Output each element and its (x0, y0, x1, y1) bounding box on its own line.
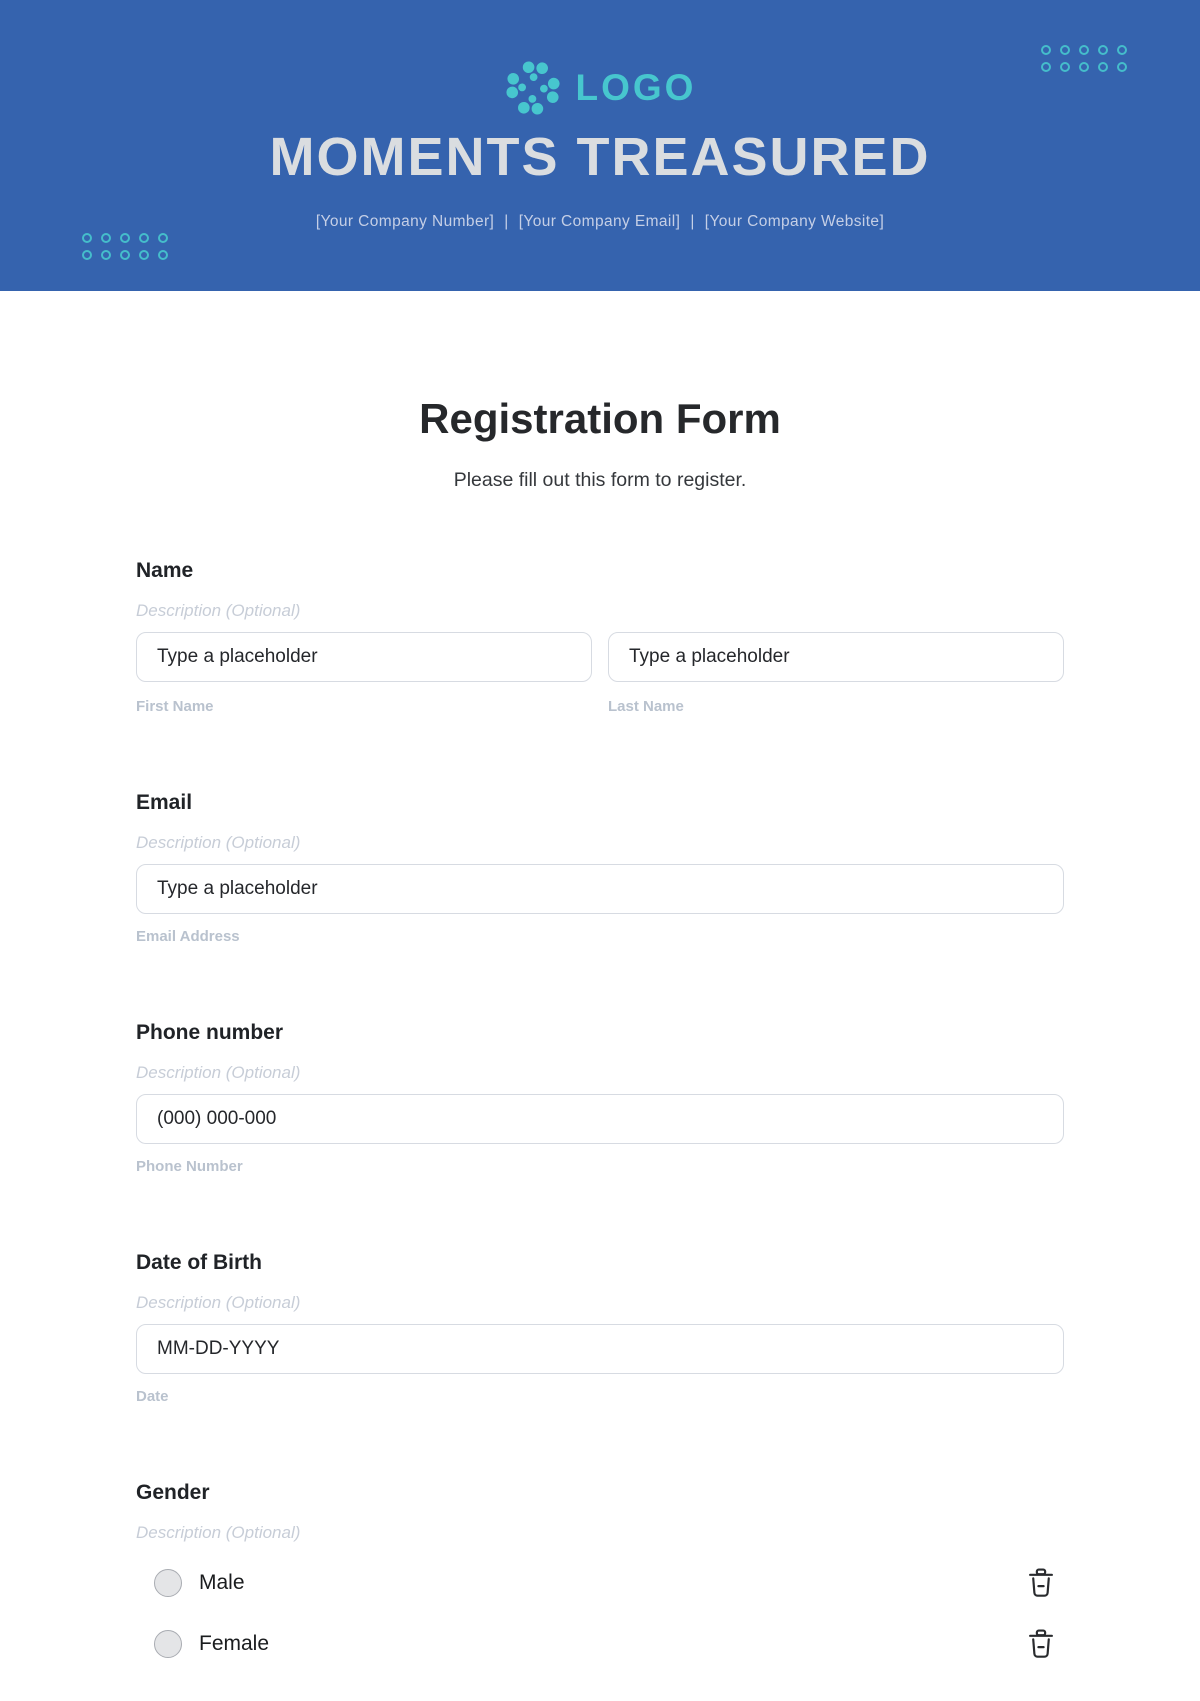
section-email (136, 790, 1064, 946)
dob-description: Description (Optional) (136, 1293, 301, 1312)
radio-female[interactable] (154, 1630, 182, 1658)
dot (1098, 45, 1108, 55)
email-input[interactable] (136, 864, 1064, 914)
form-subtitle: Please fill out this form to register. (453, 469, 747, 491)
email-description: Description (Optional) (136, 833, 301, 852)
delete-male-option-button[interactable] (1028, 1568, 1054, 1597)
section-gender (136, 1480, 1064, 1658)
dot (1060, 45, 1070, 55)
dot (1041, 62, 1051, 72)
dot (1117, 45, 1127, 55)
dob-label: Date of Birth (136, 1251, 262, 1274)
dot (1041, 45, 1051, 55)
gender-option-male (136, 1568, 1064, 1597)
dot (82, 250, 92, 260)
radio-male[interactable] (154, 1569, 182, 1597)
first-name-sublabel: First Name (136, 698, 214, 715)
phone-description: Description (Optional) (136, 1063, 301, 1082)
trash-icon (1028, 1629, 1054, 1658)
dot (1117, 62, 1127, 72)
company-number: [Your Company Number] (315, 213, 495, 230)
dot (1098, 62, 1108, 72)
dot (120, 233, 130, 243)
delete-female-option-button[interactable] (1028, 1629, 1054, 1658)
name-label: Name (136, 559, 194, 582)
email-sublabel: Email Address (136, 928, 240, 945)
page-header (0, 0, 1200, 291)
company-email: [Your Company Email] (518, 213, 681, 230)
meta-separator: | (690, 213, 695, 230)
name-description: Description (Optional) (136, 601, 301, 620)
dob-sublabel: Date (136, 1388, 169, 1405)
logo (0, 0, 1200, 118)
logo-text: LOGO (575, 67, 697, 108)
dob-input[interactable] (136, 1324, 1064, 1374)
dots-decoration-bottom-left (82, 233, 168, 260)
dot (120, 250, 130, 260)
gender-option-female (136, 1629, 1064, 1658)
section-name (136, 558, 1064, 716)
dot (101, 250, 111, 260)
gender-label: Gender (136, 1481, 210, 1504)
dot (1060, 62, 1070, 72)
dot (158, 233, 168, 243)
dot (139, 233, 149, 243)
dot (139, 250, 149, 260)
form-title: Registration Form (419, 395, 781, 442)
first-name-input[interactable] (136, 632, 592, 682)
form-body (136, 397, 1064, 1658)
last-name-input[interactable] (608, 632, 1064, 682)
company-name: MOMENTS TREASURED (269, 127, 931, 187)
dot (1079, 45, 1089, 55)
last-name-sublabel: Last Name (608, 698, 684, 715)
female-option-label: Female (199, 1631, 270, 1655)
company-meta-line (0, 213, 1200, 231)
section-dob (136, 1250, 1064, 1406)
dot (101, 233, 111, 243)
dots-decoration-top-right (1041, 45, 1127, 72)
meta-separator: | (504, 213, 509, 230)
dot (1079, 62, 1089, 72)
phone-input[interactable] (136, 1094, 1064, 1144)
company-website: [Your Company Website] (704, 213, 885, 230)
email-label: Email (136, 791, 193, 814)
trash-icon (1028, 1568, 1054, 1597)
phone-label: Phone number (136, 1021, 284, 1044)
gender-description: Description (Optional) (136, 1523, 301, 1542)
section-phone (136, 1020, 1064, 1176)
dot (158, 250, 168, 260)
male-option-label: Male (199, 1570, 245, 1594)
dot (82, 233, 92, 243)
phone-sublabel: Phone Number (136, 1158, 243, 1175)
molecule-logo-icon (504, 58, 562, 118)
